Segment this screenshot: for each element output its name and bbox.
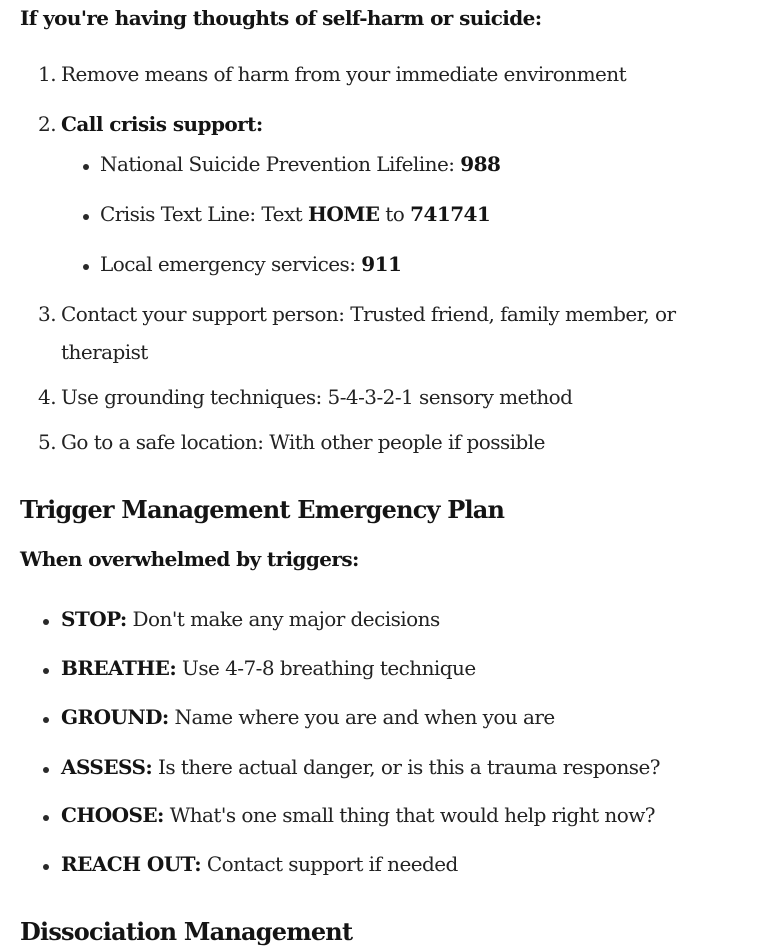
bullet-icon	[43, 767, 49, 773]
step-4-text: Use grounding techniques: 5-4-3-2-1 sensory method	[61, 385, 573, 409]
bullet-icon	[43, 619, 49, 625]
step-number: 1.	[38, 62, 56, 86]
bullet-icon	[83, 264, 89, 270]
trigger-item-breathe: BREATHE: Use 4-7-8 breathing technique	[61, 656, 476, 680]
trigger-item-ground: GROUND: Name where you are and when you are	[61, 705, 555, 729]
bullet-icon	[43, 815, 49, 821]
hotline-lifeline: National Suicide Prevention Lifeline: 988	[100, 152, 501, 176]
dissociation-title: Dissociation Management	[20, 917, 353, 946]
bullet-icon	[43, 864, 49, 870]
bullet-icon	[43, 668, 49, 674]
trigger-item-stop: STOP: Don't make any major decisions	[61, 607, 440, 631]
hotline-text-line: Crisis Text Line: Text HOME to 741741	[100, 202, 491, 226]
trigger-item-choose: CHOOSE: What's one small thing that would help right now?	[61, 803, 655, 827]
step-number: 4.	[38, 385, 56, 409]
step-3-text-line2: therapist	[61, 340, 148, 364]
hotline-emergency: Local emergency services: 911	[100, 252, 402, 276]
step-number: 5.	[38, 430, 56, 454]
step-number: 3.	[38, 302, 56, 326]
bullet-icon	[43, 717, 49, 723]
trigger-item-assess: ASSESS: Is there actual danger, or is this a trauma response?	[61, 755, 660, 779]
trigger-subheading: When overwhelmed by triggers:	[20, 547, 359, 571]
trigger-plan-title: Trigger Management Emergency Plan	[20, 495, 505, 524]
step-2-label: Call crisis support:	[61, 112, 263, 136]
crisis-heading: If you're having thoughts of self-harm or suicide:	[20, 6, 542, 30]
step-5-text: Go to a safe location: With other people if possible	[61, 430, 545, 454]
step-1-text: Remove means of harm from your immediate environment	[61, 62, 627, 86]
step-number: 2.	[38, 112, 56, 136]
step-3-text-line1: Contact your support person: Trusted friend, family member, or	[61, 302, 676, 326]
bullet-icon	[83, 164, 89, 170]
trigger-item-reach-out: REACH OUT: Contact support if needed	[61, 852, 458, 876]
bullet-icon	[83, 214, 89, 220]
